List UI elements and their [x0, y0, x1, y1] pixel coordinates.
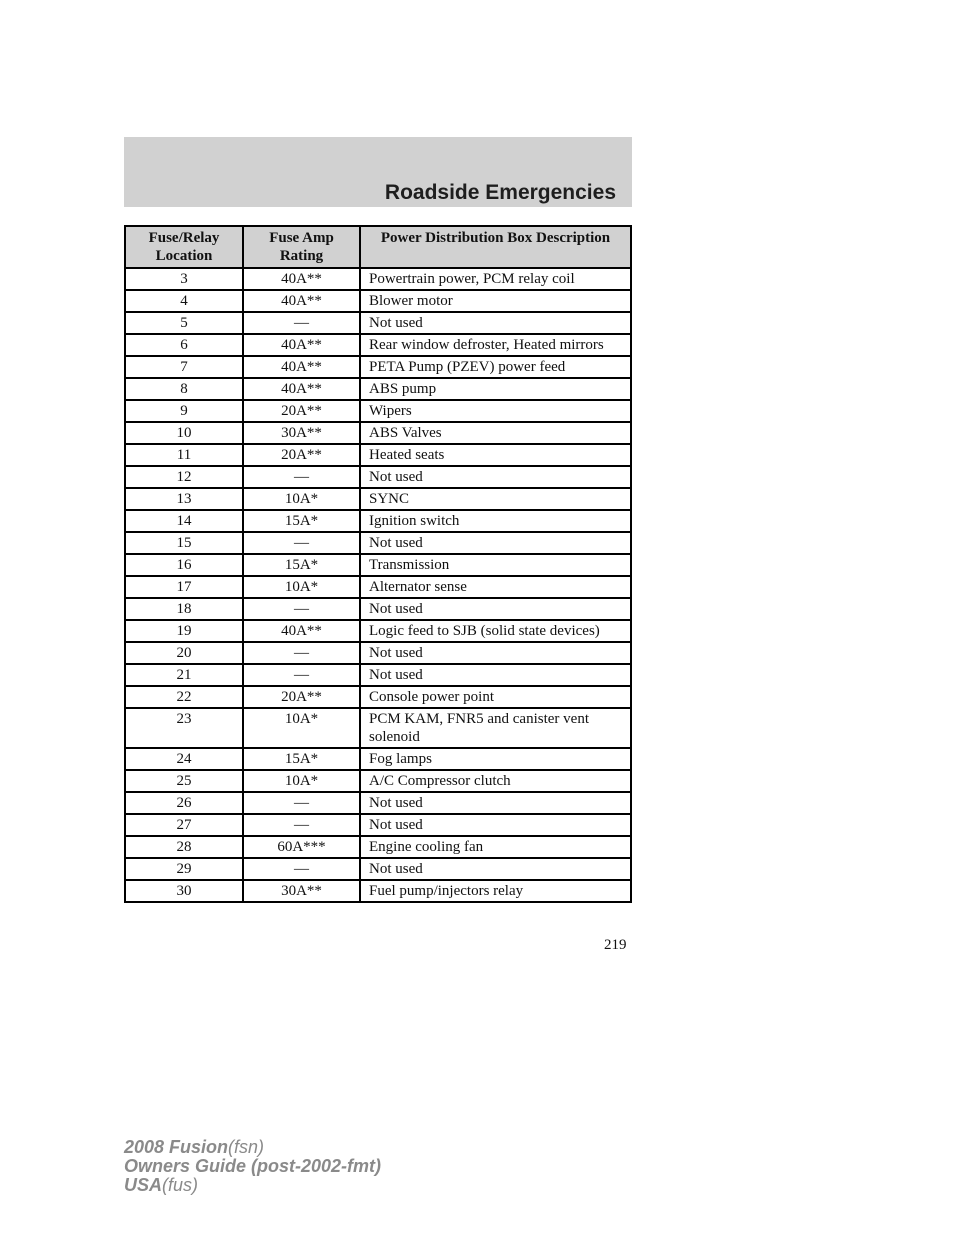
cell-description: PCM KAM, FNR5 and canister vent solenoid	[360, 708, 631, 748]
cell-description: ABS pump	[360, 378, 631, 400]
cell-rating: 15A*	[243, 554, 360, 576]
cell-rating: 10A*	[243, 488, 360, 510]
cell-description: Transmission	[360, 554, 631, 576]
cell-rating: 15A*	[243, 748, 360, 770]
cell-location: 24	[125, 748, 243, 770]
cell-description: Not used	[360, 312, 631, 334]
cell-description: Blower motor	[360, 290, 631, 312]
cell-description: SYNC	[360, 488, 631, 510]
table-row	[125, 488, 631, 510]
cell-description: Not used	[360, 664, 631, 686]
cell-rating: 20A**	[243, 686, 360, 708]
page-number: 219	[604, 937, 627, 953]
cell-rating: 60A***	[243, 836, 360, 858]
table-row	[125, 312, 631, 334]
cell-description: Logic feed to SJB (solid state devices)	[360, 620, 631, 642]
table-row	[125, 858, 631, 880]
cell-location: 4	[125, 290, 243, 312]
cell-description: Not used	[360, 792, 631, 814]
cell-location: 13	[125, 488, 243, 510]
table-row	[125, 378, 631, 400]
table-row	[125, 290, 631, 312]
table-row	[125, 792, 631, 814]
table-row	[125, 770, 631, 792]
cell-location: 16	[125, 554, 243, 576]
table-row	[125, 532, 631, 554]
cell-location: 15	[125, 532, 243, 554]
cell-rating: —	[243, 312, 360, 334]
cell-location: 10	[125, 422, 243, 444]
cell-description: Wipers	[360, 400, 631, 422]
cell-rating: 10A*	[243, 708, 360, 748]
cell-location: 17	[125, 576, 243, 598]
section-header-band	[124, 137, 632, 207]
table-row	[125, 422, 631, 444]
cell-description: Not used	[360, 466, 631, 488]
cell-rating: —	[243, 642, 360, 664]
footer-line-market	[124, 1176, 381, 1195]
table-row	[125, 686, 631, 708]
cell-rating: —	[243, 792, 360, 814]
table-row	[125, 708, 631, 748]
table-row	[125, 510, 631, 532]
footer-guide: Owners Guide (post-2002-fmt)	[124, 1156, 382, 1176]
cell-location: 27	[125, 814, 243, 836]
cell-description: A/C Compressor clutch	[360, 770, 631, 792]
column-header-rating: Fuse Amp Rating	[243, 226, 360, 268]
cell-description: Fog lamps	[360, 748, 631, 770]
cell-description: ABS Valves	[360, 422, 631, 444]
cell-description: PETA Pump (PZEV) power feed	[360, 356, 631, 378]
cell-rating: —	[243, 532, 360, 554]
table-row	[125, 836, 631, 858]
cell-rating: 40A**	[243, 356, 360, 378]
cell-rating: —	[243, 858, 360, 880]
footer-line-model	[124, 1138, 381, 1157]
footer-model-code: (fsn)	[228, 1137, 265, 1157]
cell-description: Console power point	[360, 686, 631, 708]
cell-description: Heated seats	[360, 444, 631, 466]
footer-market-code: (fus)	[162, 1175, 199, 1195]
cell-description: Not used	[360, 814, 631, 836]
cell-rating: 10A*	[243, 770, 360, 792]
cell-description: Powertrain power, PCM relay coil	[360, 268, 631, 290]
cell-location: 9	[125, 400, 243, 422]
cell-rating: 30A**	[243, 880, 360, 902]
cell-description: Ignition switch	[360, 510, 631, 532]
footer	[124, 1138, 381, 1195]
footer-market: USA	[124, 1175, 163, 1195]
table-row	[125, 444, 631, 466]
cell-location: 23	[125, 708, 243, 748]
cell-description: Not used	[360, 642, 631, 664]
table-row	[125, 620, 631, 642]
cell-rating: —	[243, 664, 360, 686]
cell-rating: 40A**	[243, 620, 360, 642]
table-row	[125, 400, 631, 422]
cell-location: 20	[125, 642, 243, 664]
cell-description: Alternator sense	[360, 576, 631, 598]
table-header	[125, 226, 631, 268]
cell-rating: 40A**	[243, 290, 360, 312]
table-row	[125, 268, 631, 290]
cell-description: Not used	[360, 532, 631, 554]
cell-location: 22	[125, 686, 243, 708]
cell-location: 21	[125, 664, 243, 686]
table-row	[125, 356, 631, 378]
table-row	[125, 466, 631, 488]
cell-description: Fuel pump/injectors relay	[360, 880, 631, 902]
cell-location: 5	[125, 312, 243, 334]
cell-rating: —	[243, 598, 360, 620]
table-body	[125, 268, 631, 902]
cell-rating: 40A**	[243, 378, 360, 400]
cell-location: 26	[125, 792, 243, 814]
table-row	[125, 598, 631, 620]
cell-rating: 20A**	[243, 444, 360, 466]
cell-location: 3	[125, 268, 243, 290]
footer-line-guide	[124, 1157, 381, 1176]
cell-location: 12	[125, 466, 243, 488]
cell-description: Not used	[360, 598, 631, 620]
cell-rating: 10A*	[243, 576, 360, 598]
table-row	[125, 880, 631, 902]
cell-rating: —	[243, 466, 360, 488]
cell-location: 18	[125, 598, 243, 620]
cell-location: 11	[125, 444, 243, 466]
section-title: Roadside Emergencies	[384, 181, 616, 204]
table-row	[125, 748, 631, 770]
cell-rating: 40A**	[243, 268, 360, 290]
cell-rating: 30A**	[243, 422, 360, 444]
cell-rating: 40A**	[243, 334, 360, 356]
table-row	[125, 576, 631, 598]
footer-model: 2008 Fusion	[124, 1137, 229, 1157]
cell-description: Not used	[360, 858, 631, 880]
column-header-location: Fuse/Relay Location	[125, 226, 243, 268]
table-row	[125, 642, 631, 664]
cell-location: 28	[125, 836, 243, 858]
cell-rating: 20A**	[243, 400, 360, 422]
cell-location: 19	[125, 620, 243, 642]
cell-description: Engine cooling fan	[360, 836, 631, 858]
table-row	[125, 814, 631, 836]
cell-location: 8	[125, 378, 243, 400]
column-header-description: Power Distribution Box Description	[360, 226, 631, 268]
fuse-table	[124, 225, 632, 903]
cell-location: 25	[125, 770, 243, 792]
cell-location: 7	[125, 356, 243, 378]
table-row	[125, 554, 631, 576]
cell-rating: —	[243, 814, 360, 836]
cell-location: 6	[125, 334, 243, 356]
table-row	[125, 334, 631, 356]
cell-rating: 15A*	[243, 510, 360, 532]
cell-location: 30	[125, 880, 243, 902]
cell-location: 29	[125, 858, 243, 880]
cell-description: Rear window defroster, Heated mirrors	[360, 334, 631, 356]
cell-location: 14	[125, 510, 243, 532]
table-row	[125, 664, 631, 686]
